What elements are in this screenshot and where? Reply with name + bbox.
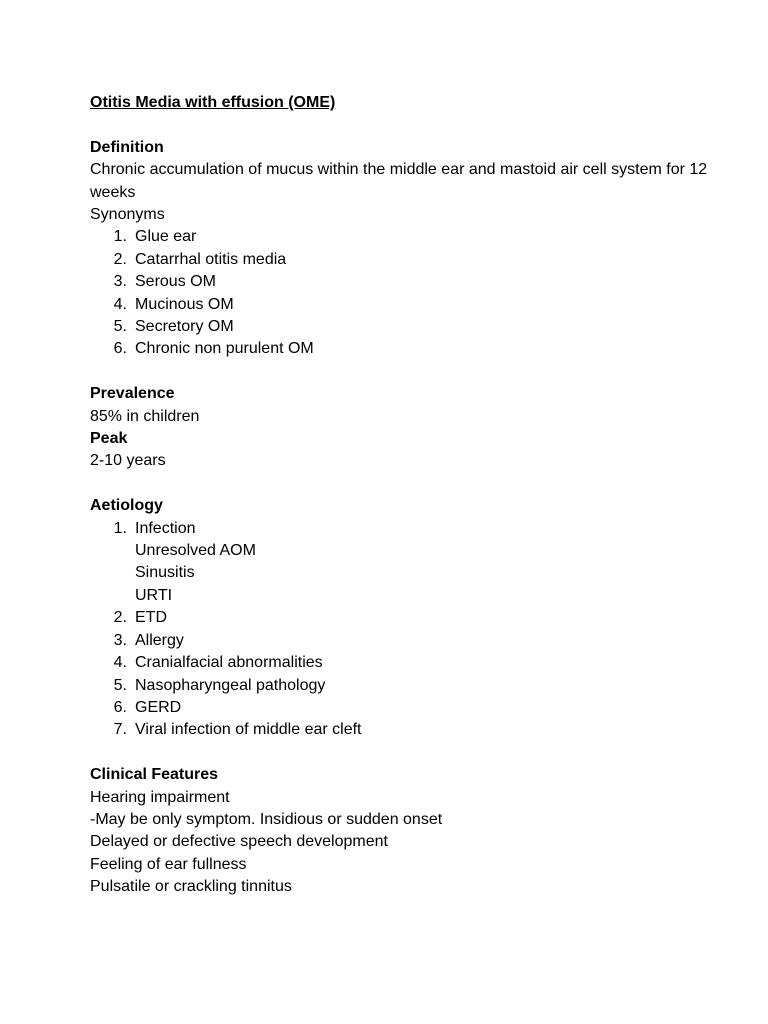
- aetiology-heading: Aetiology: [90, 497, 163, 515]
- list-number: 5.: [113, 318, 127, 336]
- list-item: [90, 697, 708, 719]
- clinical-feature-line: Hearing impairment: [90, 788, 230, 806]
- list-item: [90, 294, 708, 316]
- spacer: [90, 114, 708, 136]
- aetiology-list: [90, 518, 708, 742]
- list-item-text: Viral infection of middle ear cleft: [135, 721, 362, 739]
- list-item-text: GERD: [135, 698, 182, 716]
- spacer: [90, 473, 708, 495]
- list-item-text: Infection: [135, 519, 196, 537]
- synonyms-list: [90, 226, 708, 360]
- list-number: 1.: [113, 519, 127, 537]
- list-number: 7.: [113, 721, 127, 739]
- list-item: [90, 675, 708, 697]
- definition-heading: Definition: [90, 138, 164, 156]
- list-item: [90, 607, 708, 629]
- clinical-feature-line: Pulsatile or crackling tinnitus: [90, 878, 292, 896]
- list-item-text: Allergy: [135, 631, 184, 649]
- list-item-text: Cranialfacial abnormalities: [135, 654, 323, 672]
- definition-text: Chronic accumulation of mucus within the middle ear and mastoid air cell system for 12 weeks: [90, 161, 712, 201]
- prevalence-text: 85% in children: [90, 407, 200, 425]
- clinical-feature-line: Feeling of ear fullness: [90, 855, 247, 873]
- list-subitem: Sinusitis: [135, 564, 195, 582]
- list-item-text: Catarrhal otitis media: [135, 250, 287, 268]
- list-item: [90, 271, 708, 293]
- list-number: 4.: [113, 654, 127, 672]
- synonyms-label: Synonyms: [90, 206, 165, 224]
- clinical-feature-line: Delayed or defective speech development: [90, 833, 388, 851]
- document-title: Otitis Media with effusion (OME): [90, 94, 336, 111]
- list-subitem: URTI: [135, 586, 173, 604]
- list-item: [90, 518, 708, 540]
- list-number: 3.: [113, 631, 127, 649]
- list-number: 6.: [113, 698, 127, 716]
- peak-text: 2-10 years: [90, 452, 166, 470]
- list-number: 5.: [113, 676, 127, 694]
- list-item: [90, 719, 708, 741]
- prevalence-heading: Prevalence: [90, 385, 175, 403]
- spacer: [90, 361, 708, 383]
- list-item: [90, 652, 708, 674]
- spacer: [90, 742, 708, 764]
- list-number: 4.: [113, 295, 127, 313]
- list-item-text: Serous OM: [135, 273, 216, 291]
- clinical-feature-line: -May be only symptom. Insidious or sudden onset: [90, 810, 443, 828]
- list-item: [90, 316, 708, 338]
- list-item: [90, 338, 708, 360]
- list-number: 2.: [113, 250, 127, 268]
- list-number: 3.: [113, 273, 127, 291]
- list-item-text: Nasopharyngeal pathology: [135, 676, 326, 694]
- list-number: 1.: [113, 228, 127, 246]
- list-item-text: Mucinous OM: [135, 295, 234, 313]
- list-subitem: Unresolved AOM: [135, 542, 256, 560]
- list-item-text: ETD: [135, 609, 167, 627]
- list-item-text: Glue ear: [135, 228, 197, 246]
- list-item: [90, 226, 708, 248]
- list-item-text: Chronic non purulent OM: [135, 340, 314, 358]
- peak-heading: Peak: [90, 430, 128, 448]
- list-number: 2.: [113, 609, 127, 627]
- clinical-features-heading: Clinical Features: [90, 766, 219, 784]
- list-number: 6.: [113, 340, 127, 358]
- list-item: [90, 630, 708, 652]
- list-item: [90, 249, 708, 271]
- list-item-text: Secretory OM: [135, 318, 234, 336]
